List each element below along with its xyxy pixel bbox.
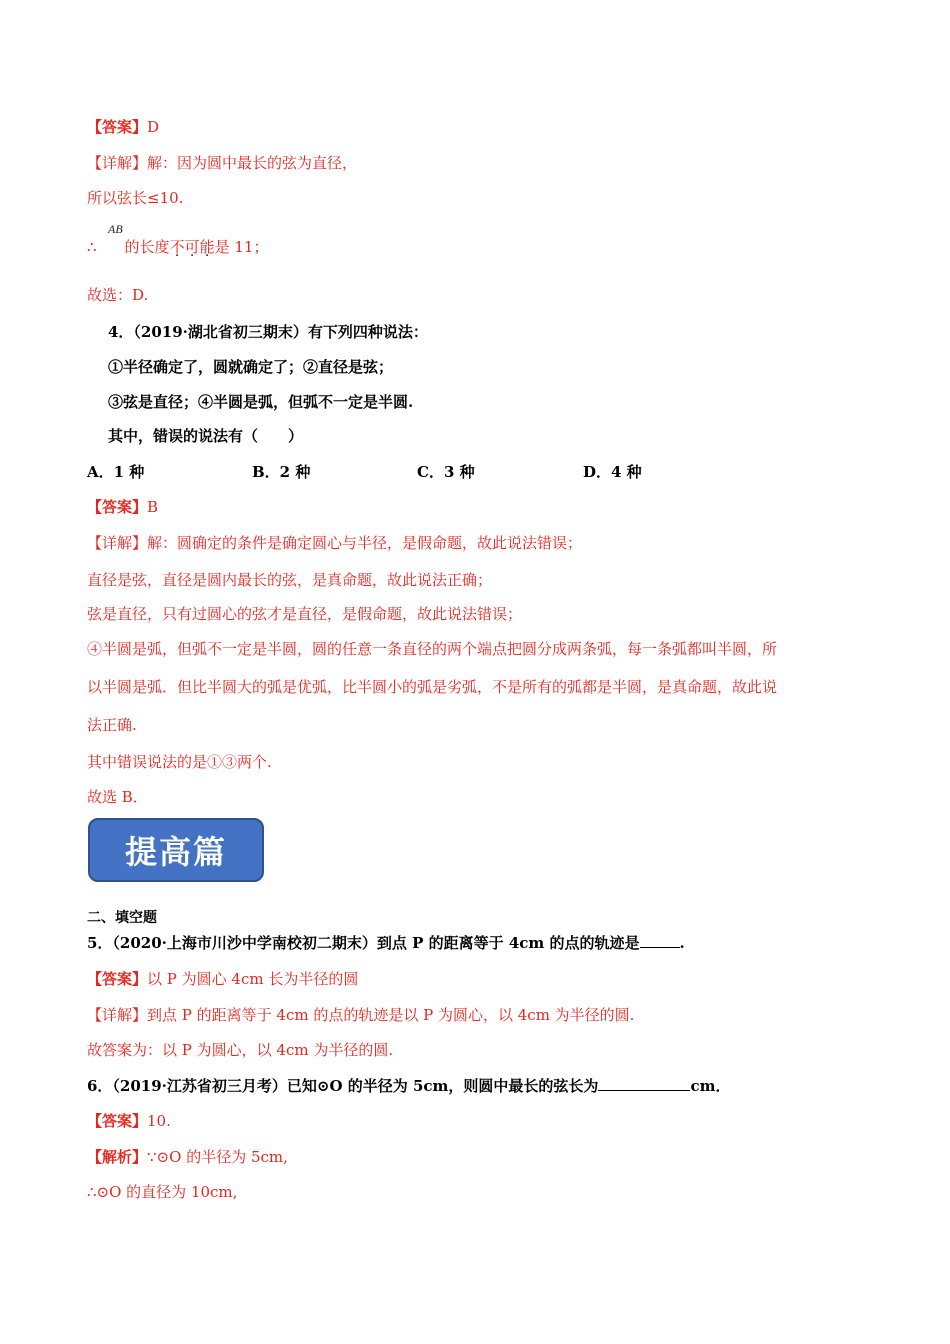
detail-label: 【详解】 — [87, 154, 148, 172]
detail-label: 【详解】 — [87, 534, 148, 552]
q4-statements-2: ③弦是直径；④半圆是弧，但弧不一定是半圆. — [108, 393, 414, 411]
answer-label: 【答案】 — [87, 970, 148, 988]
q3-detail-line-3 — [87, 237, 268, 257]
emphasis-char: 可 — [184, 238, 200, 256]
answer-value: B — [147, 498, 159, 516]
detail-label: 【详解】 — [87, 1006, 148, 1024]
q6-analysis-line-2: ∴⊙O 的直径为 10cm, — [87, 1183, 238, 1201]
answer-blank — [598, 1076, 690, 1091]
answer-label: 【答案】 — [87, 118, 148, 136]
q4-detail-line-6: 法正确. — [87, 716, 137, 734]
detail-text: 解：圆确定的条件是确定圆心与半径，是假命题，故此说法错误； — [147, 534, 583, 552]
option-c: C．3 种 — [417, 463, 475, 481]
q6-stem-end: cm． — [690, 1077, 731, 1095]
analysis-label: 【解析】 — [87, 1148, 148, 1166]
q5-stem-text: 5．（2020·上海市川沙中学南校初二期末）到点 P 的距离等于 4cm 的点的轨迹是 — [87, 934, 640, 952]
q4-detail-line-7: 其中错误说法的是①③两个. — [87, 753, 272, 771]
answer-blank — [640, 933, 680, 948]
option-b: B．2 种 — [252, 463, 311, 481]
detail-text: 的长度 — [124, 238, 170, 256]
analysis-text: ∵⊙O 的半径为 5cm, — [147, 1148, 288, 1166]
emphasis-char: 能 — [199, 238, 215, 256]
detail-text: 到点 P 的距离等于 4cm 的点的轨迹是以 P 为圆心，以 4cm 为半径的圆. — [147, 1006, 635, 1024]
q4-detail-line-4: ④半圆是弧，但弧不一定是半圆，圆的任意一条直径的两个端点把圆分成两条弧，每一条弧都叫半圆，所 — [87, 640, 778, 658]
q6-analysis-line — [87, 1147, 288, 1167]
q3-answer-line — [87, 117, 159, 137]
answer-value: D — [147, 118, 160, 136]
option-d: D．4 种 — [583, 463, 642, 481]
section-title: 二、填空题 — [87, 910, 157, 926]
q6-answer-line — [87, 1111, 171, 1131]
q4-statements-1: ①半径确定了，圆就确定了；②直径是弦； — [108, 358, 394, 376]
q5-stem — [87, 933, 685, 953]
answer-value: 以 P 为圆心 4cm 长为半径的圆 — [147, 970, 359, 988]
q4-answer-line — [87, 497, 158, 517]
detail-text: 是 11； — [214, 238, 269, 256]
arc-ab-label: AB — [108, 222, 123, 236]
therefore-symbol: ∴ — [87, 238, 97, 256]
detail-text: 解：因为圆中最长的弦为直径， — [147, 154, 358, 172]
option-a: A．1 种 — [87, 463, 145, 481]
q4-question: 其中，错误的说法有（ ） — [108, 427, 304, 445]
q4-detail-line-1 — [87, 533, 582, 553]
q5-conclusion: 故答案为：以 P 为圆心，以 4cm 为半径的圆. — [87, 1041, 394, 1059]
answer-value: 10. — [147, 1112, 171, 1130]
q4-detail-line-2: 直径是弦，直径是圆内最长的弦，是真命题，故此说法正确； — [87, 571, 493, 589]
q6-stem-text: 6．（2019·江苏省初三月考）已知⊙O 的半径为 5cm，则圆中最长的弦长为 — [87, 1077, 599, 1095]
q5-detail-line — [87, 1005, 634, 1025]
q4-stem: 4．（2019·湖北省初三期末）有下列四种说法： — [108, 323, 428, 341]
q3-detail-line-2: 所以弦长≤10. — [87, 189, 184, 207]
emphasis-char: 不 — [169, 238, 185, 256]
q4-detail-line-3: 弦是直径，只有过圆心的弦才是直径，是假命题，故此说法错误； — [87, 605, 523, 623]
q4-detail-line-5: 以半圆是弧．但比半圆大的弧是优弧，比半圆小的弧是劣弧，不是所有的弧都是半圆，是真命题，故此说 — [87, 678, 778, 696]
answer-label: 【答案】 — [87, 498, 148, 516]
q3-detail-line — [87, 153, 357, 173]
answer-label: 【答案】 — [87, 1112, 148, 1130]
q5-stem-end: . — [679, 934, 685, 952]
q6-stem — [87, 1076, 730, 1096]
advanced-section-badge: 提高篇 — [88, 818, 264, 882]
q5-answer-line — [87, 969, 358, 989]
q3-conclusion: 故选：D. — [87, 286, 149, 304]
q4-conclusion: 故选 B． — [87, 788, 148, 806]
